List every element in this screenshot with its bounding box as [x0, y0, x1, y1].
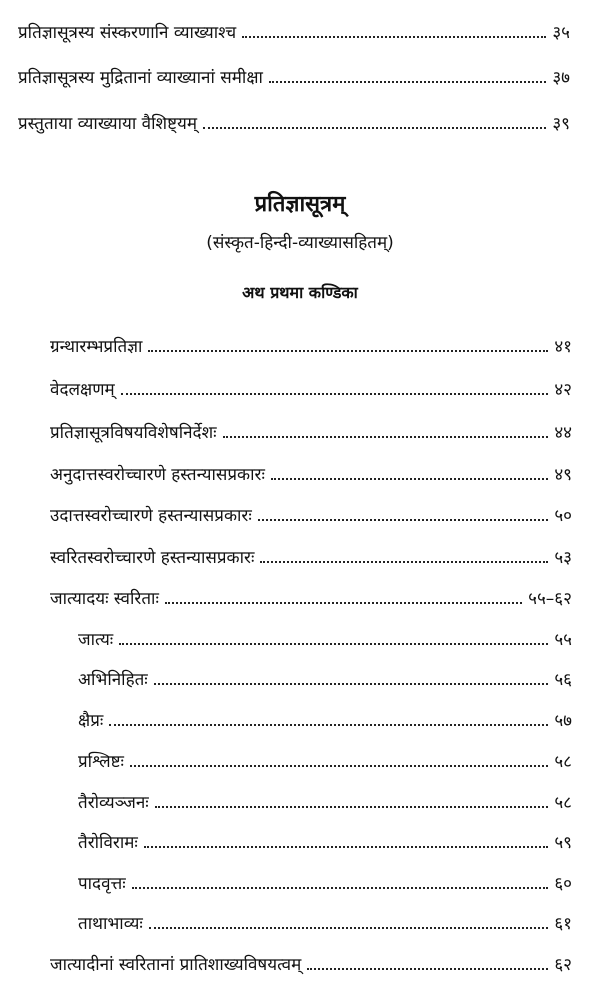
toc-entry [50, 326, 572, 356]
toc-entry-title: अनुदात्तस्वरोच्चारणे हस्तन्यासप्रकारः [50, 465, 265, 485]
toc-entry [18, 57, 570, 87]
toc-entry-title: ग्रन्थारम्भप्रतिज्ञा [50, 337, 143, 357]
dot-leader [269, 81, 546, 83]
toc-entry-page: ४९ [554, 465, 572, 485]
toc-entry-title: प्रस्तुताया व्याख्याया वैशिष्ट्यम् [18, 114, 198, 134]
toc-entry-title: अभिनिहितः [78, 670, 148, 690]
dot-leader [130, 765, 548, 767]
dot-leader [148, 350, 548, 352]
toc-subentry [78, 782, 572, 812]
dot-leader [154, 683, 549, 685]
toc-subentry [78, 741, 572, 771]
toc-entry-title: जात्यादीनां स्वरितानां प्रातिशाख्यविषयत्वम् [50, 955, 302, 975]
toc-subentry [78, 619, 572, 649]
toc-entry-title: प्रतिज्ञासूत्रस्य मुद्रितानां व्याख्यानां समीक्षा [18, 68, 263, 88]
toc-entry-page: ६२ [554, 955, 572, 975]
toc-entry [50, 412, 572, 442]
dot-leader [144, 846, 548, 848]
dot-leader [119, 643, 548, 645]
toc-entry-page: ४१ [554, 337, 572, 357]
toc-entry-page: ५५ [554, 630, 572, 650]
toc-entry [50, 369, 572, 399]
dot-leader [258, 519, 549, 521]
dot-leader [165, 602, 522, 604]
toc-subentry [78, 659, 572, 689]
dot-leader [109, 724, 548, 726]
toc-entry-title: ताथाभाव्यः [78, 914, 143, 934]
toc-entry-title: जात्यादयः स्वरिताः [50, 589, 159, 609]
toc-entry [50, 495, 572, 525]
toc-entry-title: तैरोविरामः [78, 833, 138, 853]
dot-leader [260, 561, 548, 563]
toc-entry-page: ५८ [554, 752, 572, 772]
toc-entry [50, 454, 572, 484]
toc-subentry [78, 903, 572, 933]
toc-entry-title: स्वरितस्वरोच्चारणे हस्तन्यासप्रकारः [50, 548, 255, 568]
toc-entry-page: ४४ [554, 423, 572, 443]
dot-leader [223, 436, 549, 438]
toc-entry-page: ५३ [554, 548, 572, 568]
toc-subentry [78, 863, 572, 893]
dot-leader [271, 478, 548, 480]
toc-entry-page: ५६ [554, 670, 572, 690]
toc-entry-page: ५० [554, 506, 572, 526]
section-heading: अथ प्रथमा कण्डिका [242, 283, 358, 302]
toc-entry-title: प्रश्लिष्टः [78, 752, 124, 772]
dot-leader [155, 806, 549, 808]
toc-entry-page: ५८ [554, 793, 572, 813]
toc-subentry [78, 822, 572, 852]
dot-leader [307, 968, 548, 970]
toc-entry-page: ३७ [552, 68, 570, 88]
toc-subentry [78, 700, 572, 730]
toc-entry-title: जात्यः [78, 630, 114, 650]
toc-entry-page: ५७ [554, 711, 572, 731]
dot-leader [132, 887, 549, 889]
toc-entry [50, 578, 572, 608]
dot-leader [203, 127, 546, 129]
toc-entry-page: ५५–६२ [528, 589, 572, 609]
toc-entry-title: तैरोव्यञ्जनः [78, 793, 149, 813]
toc-entry-page: ५९ [554, 833, 572, 853]
toc-entry-title: वेदलक्षणम् [50, 380, 115, 400]
toc-entry-page: ६१ [554, 914, 572, 934]
toc-entry-page: ३९ [552, 114, 570, 134]
toc-entry-title: प्रतिज्ञासूत्रविषयविशेषनिर्देशः [50, 423, 217, 443]
toc-entry-title: प्रतिज्ञासूत्रस्य संस्करणानि व्याख्याश्च [18, 23, 237, 43]
chapter-subtitle: (संस्कृत-हिन्दी-व्याख्यासहितम्) [206, 233, 394, 253]
dot-leader [242, 36, 546, 38]
toc-entry-title: क्षैप्रः [78, 711, 104, 731]
dot-leader [121, 393, 549, 395]
toc-entry [50, 537, 572, 567]
chapter-title: प्रतिज्ञासूत्रम् [254, 192, 346, 217]
toc-entry-page: ६० [554, 874, 572, 894]
toc-entry-title: पादवृत्तः [78, 874, 126, 894]
dot-leader [149, 927, 548, 929]
toc-entry [18, 12, 570, 42]
toc-entry [18, 103, 570, 133]
toc-entry [50, 944, 572, 974]
toc-entry-page: ३५ [552, 23, 570, 43]
toc-entry-page: ४२ [554, 380, 572, 400]
toc-entry-title: उदात्तस्वरोच्चारणे हस्तन्यासप्रकारः [50, 506, 252, 526]
